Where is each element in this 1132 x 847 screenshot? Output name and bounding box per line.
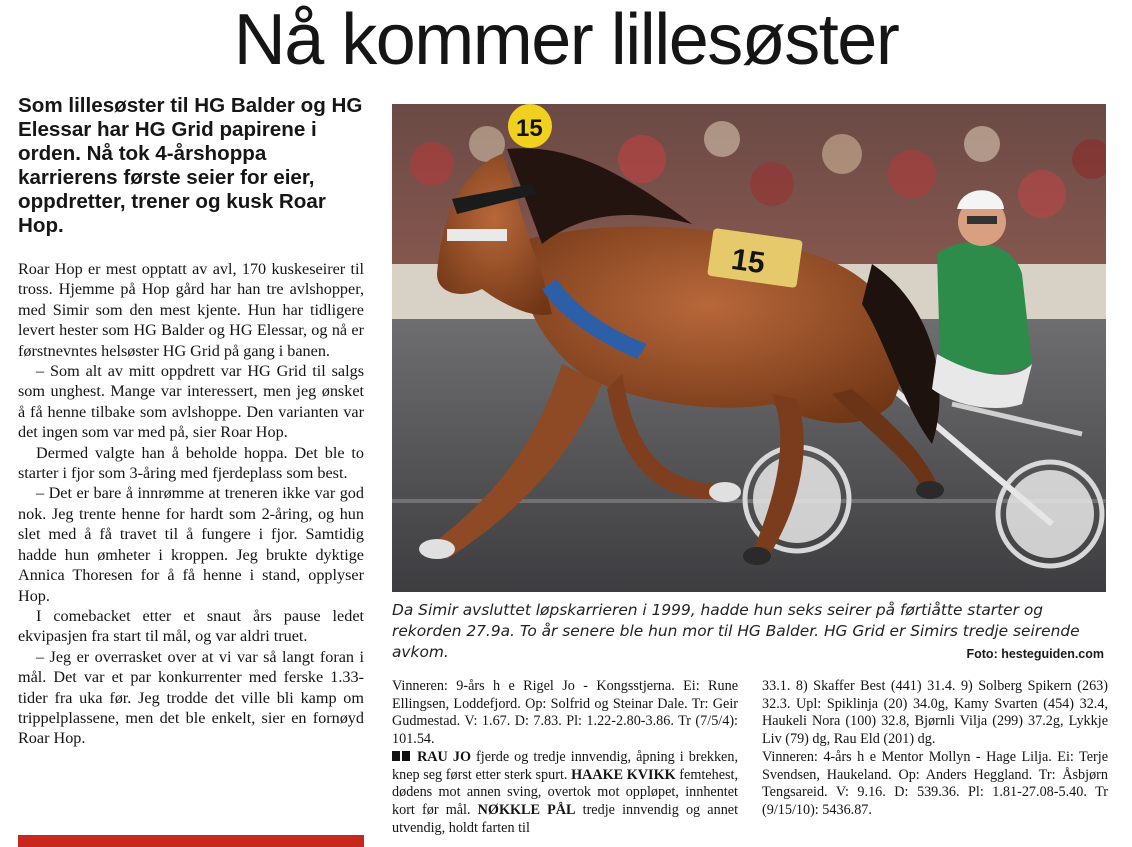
horse-name: HAAKE KVIKK <box>571 766 676 783</box>
horse-name: RAU JO <box>417 748 471 765</box>
photo-caption: Da Simir avsluttet løpskarrieren i 1999, hadde hun seks seirer på førtiåtte starter og rekorden 27.9a. To år senere ble hun mor til HG Balder. HG Grid er Simirs tredje seirende avkom. <box>392 601 1080 661</box>
race-text: fjerde og tredje innvendig, åpning i brekken, knep seg først etter sterk spurt. <box>392 748 738 783</box>
body-paragraph: I comebacket etter et snaut års pause ledet ekvipasjen fra start til mål, og var aldri truet. <box>18 606 364 646</box>
body-paragraph: – Det er bare å innrømme at treneren ikke var god nok. Jeg trente henne for hardt som 2-åring, og hun slet med å få travet til å fungere i fjor. Samtidig hadde hun ømheter i kroppen. Jeg brukte dyktige Annica Thoresen for å få henne i stand, opplyser Hop. <box>18 484 364 605</box>
section-marker-icon <box>402 751 410 761</box>
saddle-number: 15 <box>729 242 767 281</box>
body-paragraph: – Som alt av mitt oppdrett var HG Grid til salgs som unghest. Mange var interessert, men jeg ønsket å få henne tilbake som avlshoppe. Den varianten var det ingen som var med på, sier Roar Hop. <box>18 362 364 442</box>
results-column-right <box>762 678 1108 820</box>
section-marker-icon <box>392 751 400 761</box>
photo-credit: Foto: hesteguiden.com <box>966 647 1104 661</box>
harness-racing-photo <box>392 104 1106 592</box>
ingress: Som lillesøster til HG Balder og HG Elessar har HG Grid papirene i orden. Nå tok 4-årshoppa karrierens første seier for eier, oppdretter, trener og kusk Roar Hop. <box>18 94 363 237</box>
article-body <box>18 259 364 749</box>
race-text: femtehest, dødens mot annen sving, overtok mot oppløpet, innhentet kort før mål. <box>392 766 739 818</box>
body-paragraph: Dermed valgte han å beholde hoppa. Det ble to starter i fjor som 3-åring med fjerdeplass som best. <box>18 443 364 483</box>
red-section-bar <box>18 835 364 847</box>
results-placings: 33.1. 8) Skaffer Best (441) 31.4. 9) Solberg Spikern (263) 32.3. Upl: Spiklinja (20) 34.0g, Kamy Svarten (454) 32.4, Haukeli Nora (100) 32.8, Bjørnli Vilja (299) 37.2g, Lykkje Liv (79) dg, Rau Eld (201) dg. <box>762 678 1108 748</box>
results-column-left <box>392 678 738 837</box>
headline: Nå kommer lillesøster <box>233 0 899 80</box>
number-badge: 15 <box>516 115 543 142</box>
race-text: tredje innvendig og annet utvendig, holdt farten til <box>392 801 739 836</box>
results-winner-info: Vinneren: 9-års h e Rigel Jo - Kongsstjerna. Ei: Rune Ellingsen, Loddefjord. Op: Solfrid og Steinar Dale. Tr: Geir Gudmestad. V: 1.67. D: 7.83. Pl: 1.22-2.80-3.86. Tr (7/5/4): 101.54. <box>392 678 738 748</box>
race-summary <box>392 749 738 838</box>
horse-name: NØKKLE PÅL <box>477 801 576 818</box>
body-paragraph: Roar Hop er mest opptatt av avl, 170 kuskeseirer til tross. Hjemme på Hop gård har han tre avlshopper, med Simir som den mest kjente. Hun har tidligere levert hester som HG Balder og HG Elessar, og nå er førstnevntes helsøster HG Grid på gang i banen. <box>18 260 364 360</box>
results-winner-info: Vinneren: 4-års h e Mentor Mollyn - Hage Lilja. Ei: Terje Svendsen, Haukeland. Op: Anders Heggland. Tr: Åsbjørn Tengsareid. V: 9.16. D: 539.36. Pl: 1.81-27.08-5.40. Tr (9/15/10): 5436.87. <box>762 748 1108 818</box>
body-paragraph: – Jeg er overrasket over at vi var så langt foran i mål. Det var et par konkurrenter med ferske 1.33-tider fra uka før. Jeg trodde det ville bli kamp om trippelplassene, men det ble enkelt, sier en fornøyd Roar Hop. <box>18 647 364 748</box>
